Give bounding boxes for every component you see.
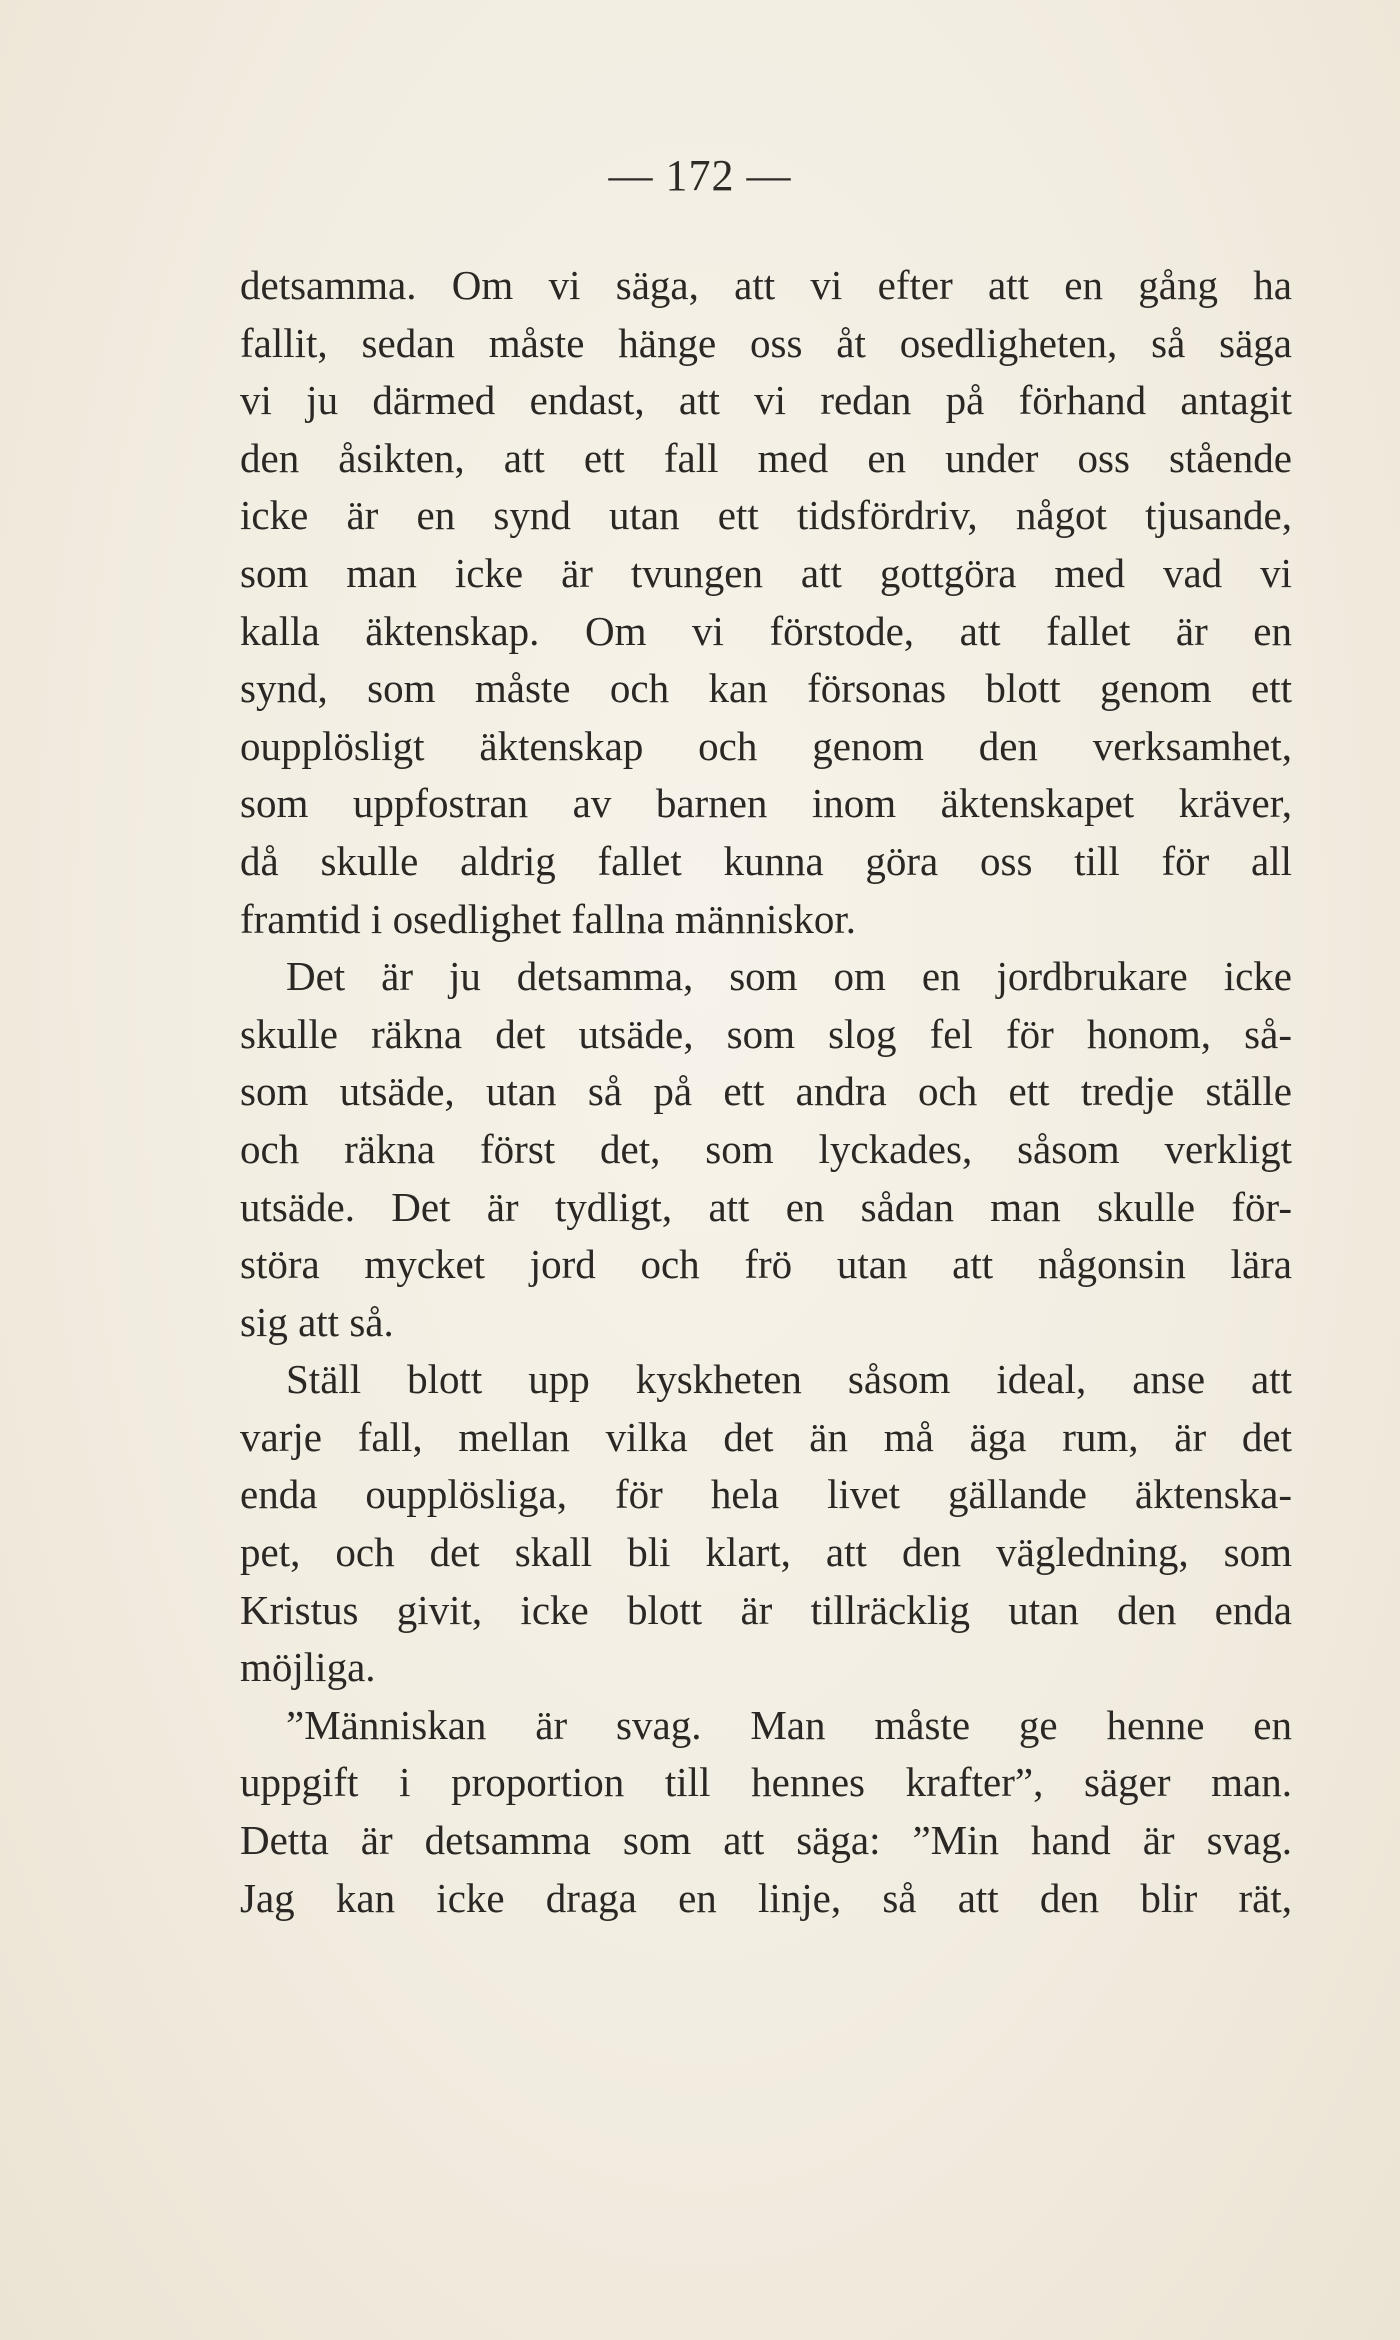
text-line: möjliga.: [240, 1644, 376, 1691]
text-line: då skulle aldrig fallet kunna göra oss till för all: [240, 837, 1292, 884]
text-line: ”Människan är svag. Man måste ge henne en: [286, 1701, 1292, 1748]
body-text: [240, 257, 1292, 1927]
text-line: störa mycket jord och frö utan att någonsin lära: [240, 1241, 1292, 1288]
text-line: som uppfostran av barnen inom äktenskapet kräver,: [240, 780, 1292, 827]
text-line: Jag kan icke draga en linje, så att den blir rät,: [240, 1874, 1292, 1921]
text-line: pet, och det skall bli klart, att den vägledning, som: [240, 1529, 1292, 1576]
text-line: Ställ blott upp kyskheten såsom ideal, anse att: [286, 1356, 1292, 1403]
text-line: oupplösligt äktenskap och genom den verksamhet,: [240, 722, 1292, 769]
text-line: utsäde. Det är tydligt, att en sådan man skulle för-: [240, 1183, 1292, 1230]
text-line: Detta är detsamma som att säga: ”Min hand är svag.: [240, 1817, 1292, 1864]
text-line: Det är ju detsamma, som om en jordbrukare icke: [286, 953, 1292, 1000]
text-line: vi ju därmed endast, att vi redan på förhand antagit: [240, 377, 1292, 424]
text-line: synd, som måste och kan försonas blott genom ett: [240, 665, 1292, 712]
text-line: och räkna först det, som lyckades, såsom verkligt: [240, 1125, 1292, 1172]
text-line: skulle räkna det utsäde, som slog fel för honom, så-: [240, 1010, 1292, 1057]
text-line: uppgift i proportion till hennes krafter”, säger man.: [240, 1759, 1292, 1806]
text-line: sig att så.: [240, 1298, 394, 1345]
page-number: — 172 —: [608, 151, 792, 200]
text-line: framtid i osedlighet fallna människor.: [240, 895, 857, 942]
text-line: Kristus givit, icke blott är tillräcklig utan den enda: [240, 1586, 1292, 1633]
text-line: fallit, sedan måste hänge oss åt osedligheten, så säga: [240, 319, 1292, 366]
text-line: enda oupplösliga, för hela livet gällande äktenska-: [240, 1471, 1292, 1518]
text-line: som utsäde, utan så på ett andra och ett tredje ställe: [240, 1068, 1292, 1115]
text-line: varje fall, mellan vilka det än må äga rum, är det: [240, 1413, 1292, 1460]
text-line: kalla äktenskap. Om vi förstode, att fallet är en: [240, 607, 1292, 654]
text-line: detsamma. Om vi säga, att vi efter att en gång ha: [240, 262, 1292, 308]
text-line: som man icke är tvungen att gottgöra med vad vi: [240, 549, 1292, 596]
text-line: den åsikten, att ett fall med en under oss stående: [240, 434, 1292, 481]
text-line: icke är en synd utan ett tidsfördriv, något tjusande,: [240, 492, 1292, 539]
